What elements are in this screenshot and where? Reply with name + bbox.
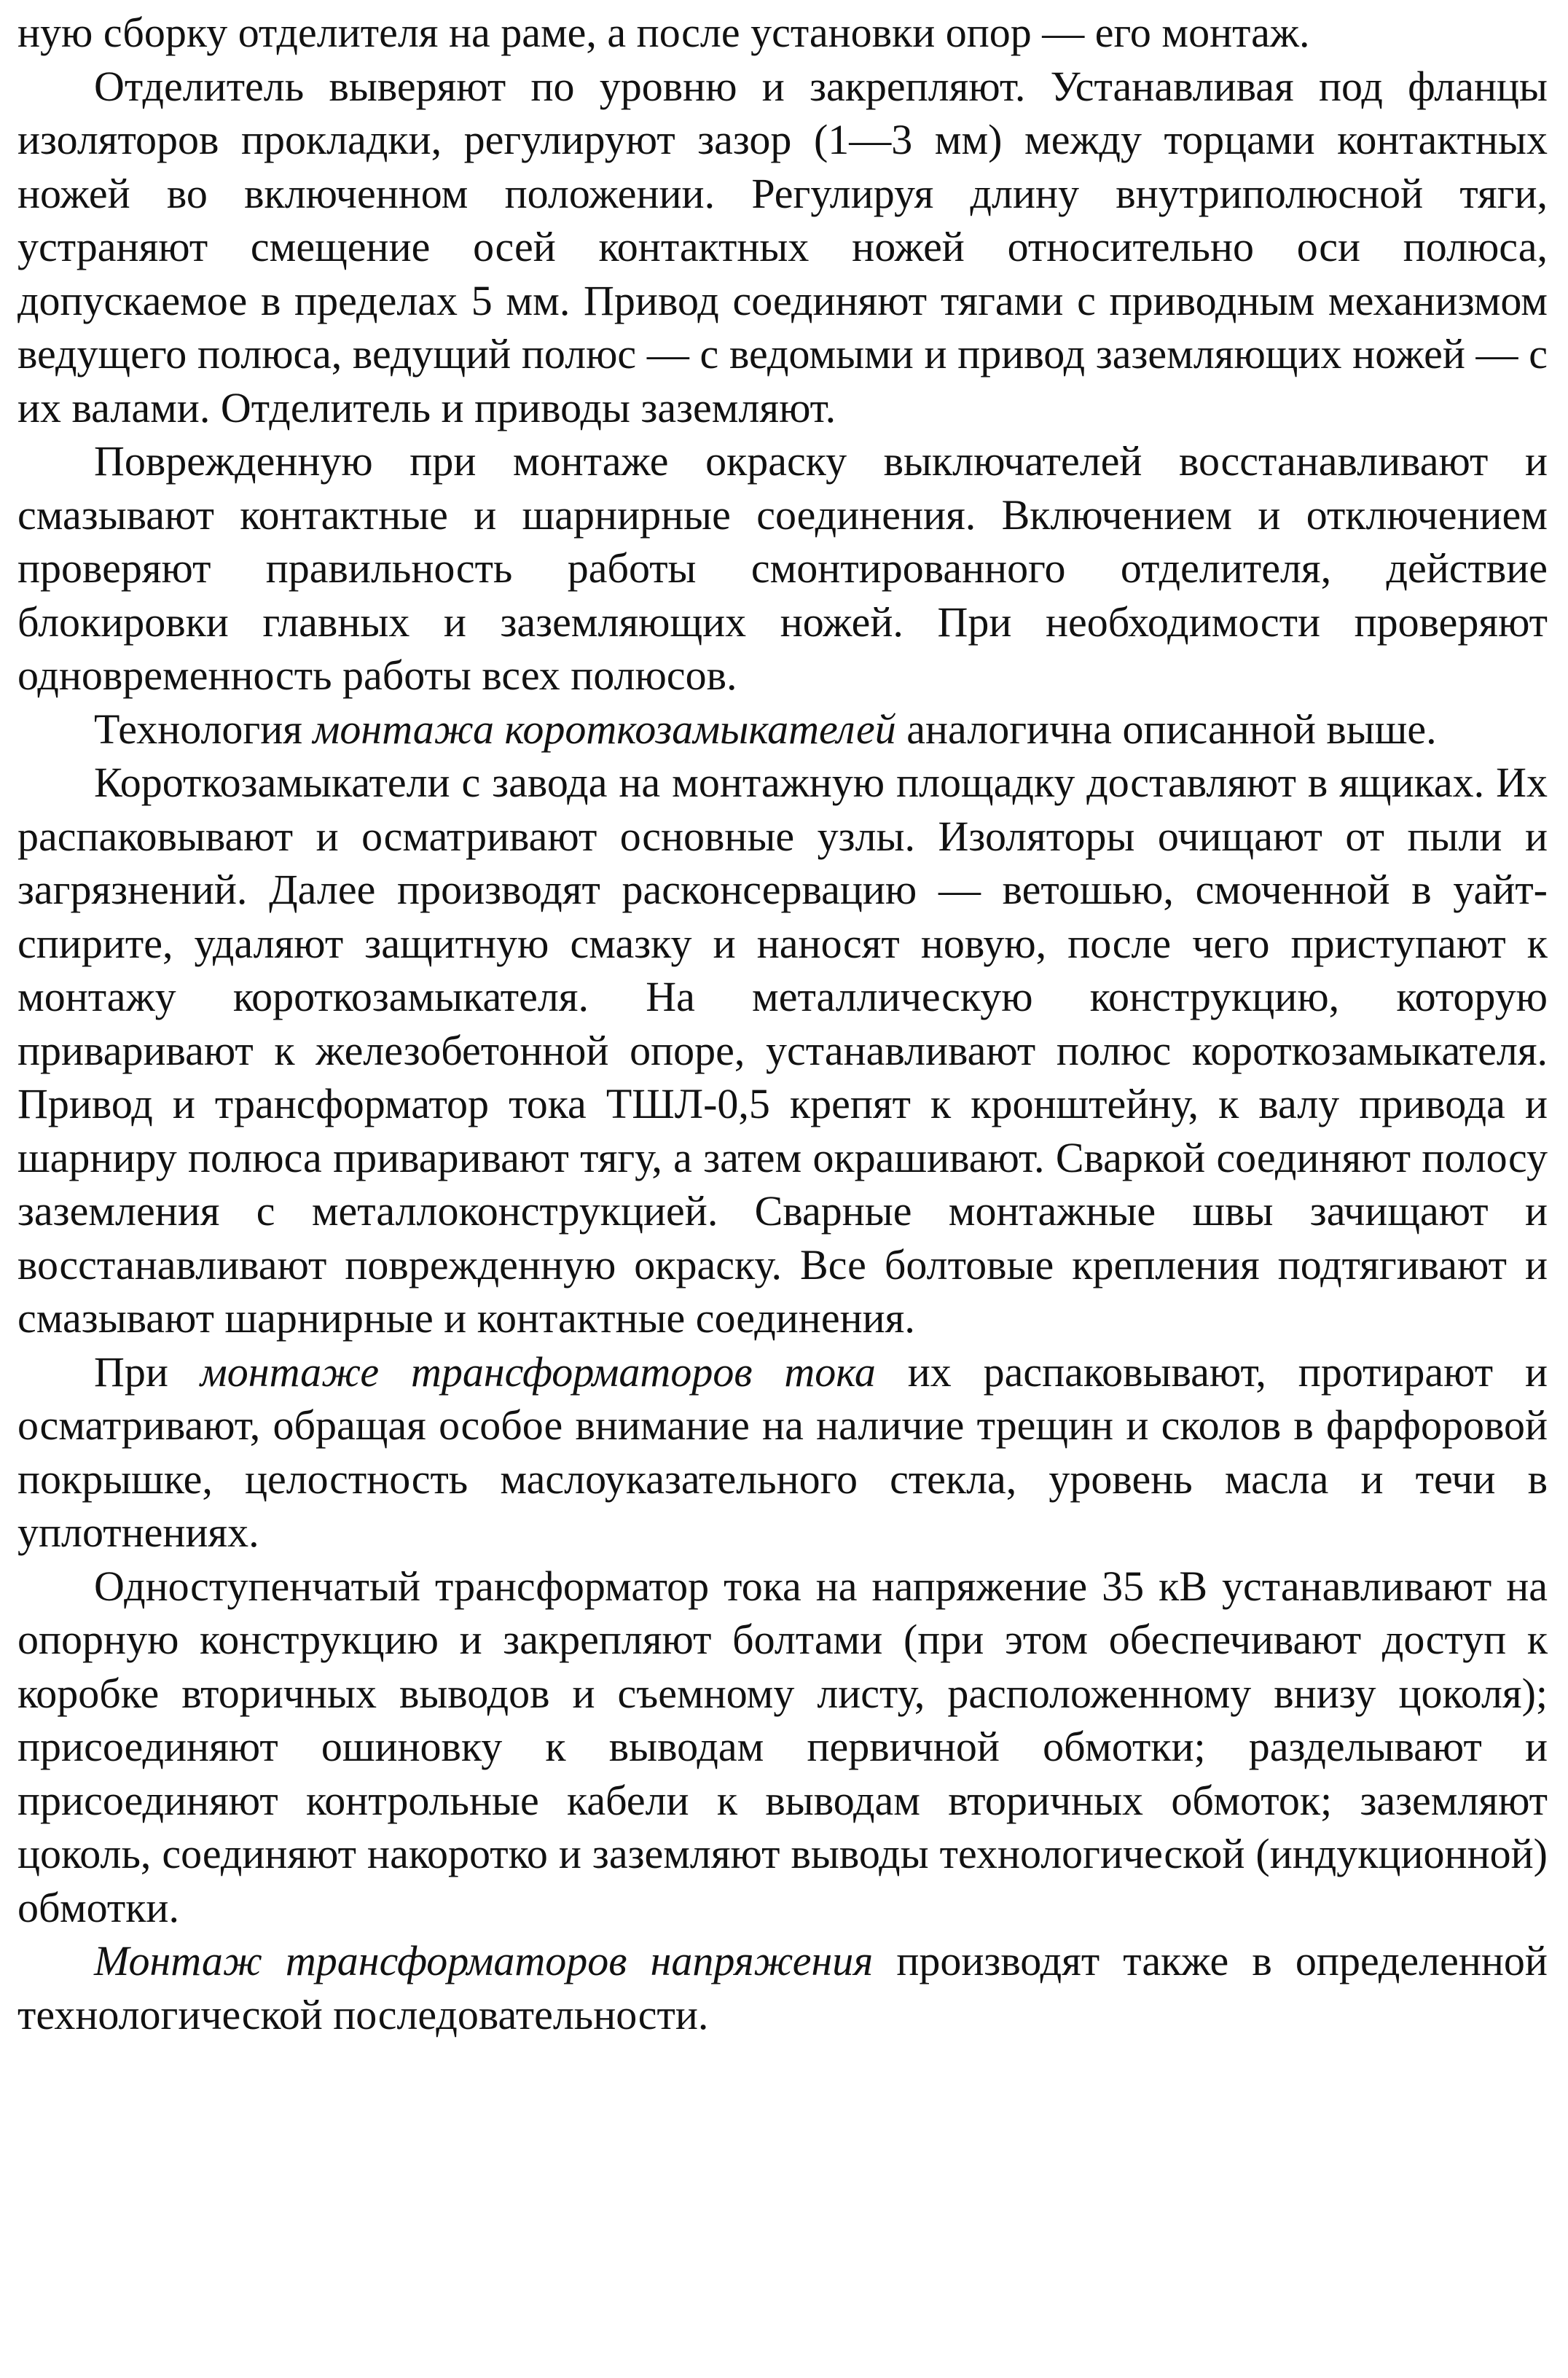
text-run: Короткозамыкатели с завода на монтажную площадку доставляют в ящиках. Их распаковывают и осматривают основные узлы. Изоляторы очищают от пыли и загрязнений. Далее производят расконсервацию — ветошью, смоченной в уайт-спирите, удаляют защитную смазку и наносят новую, после чего приступают к монтажу короткозамыкателя. На металлическую конструкцию, которую приваривают к железобетонной опоре, устанавливают полюс короткозамыкателя. Привод и трансформатор тока ТШЛ-0,5 крепят к кронштейну, к валу привода и шарниру полюса приваривают тягу, а затем окрашивают. Сваркой соединяют полосу заземления с металлоконструкцией. Сварные монтажные швы зачищают и восстанавливают поврежденную окраску. Все болтовые крепления подтягивают и смазывают шарнирные и контактные соединения. bbox=[17, 759, 1548, 1342]
document-page bbox=[17, 6, 1548, 2041]
text-run: Одноступенчатый трансформатор тока на напряжение 35 кВ устанавливают на опорную конструкцию и закрепляют болтами (при этом обеспечивают доступ к коробке вторичных выводов и съемному листу, расположенному внизу цоколя); присоединяют ошиновку к выводам первичной обмотки; разделывают и присоединяют контрольные кабели к выводам вторичных обмоток; заземляют цоколь, соединяют накоротко и заземляют выводы технологической (индукционной) обмотки. bbox=[17, 1562, 1548, 1931]
text-run: Поврежденную при монтаже окраску выключателей восстанавливают и смазывают контактные и шарнирные соединения. Включением и отключением проверяют правильность работы смонтированного отделителя, действие блокировки главных и заземляющих ножей. При необходимости проверяют одновременность работы всех полюсов. bbox=[17, 437, 1548, 699]
text-run: их распаковывают, протирают и осматривают, обращая особое внимание на наличие трещин и сколов в фарфоровой покрышке, целостность маслоуказательного стекла, уровень масла и течи в уплотнениях. bbox=[17, 1348, 1548, 1556]
text-run: ную сборку отделителя на раме, а после установки опор — его монтаж. bbox=[17, 9, 1310, 56]
text-run: аналогична описанной выше. bbox=[895, 705, 1437, 753]
italic-term: монтаже трансформаторов тока bbox=[200, 1348, 876, 1396]
paragraph-separator-alignment bbox=[17, 60, 1548, 435]
italic-term: монтажа короткозамыкателей bbox=[313, 705, 896, 753]
text-run: При bbox=[94, 1348, 200, 1396]
text-run: Технология bbox=[94, 705, 313, 753]
paragraph-single-stage-transformer bbox=[17, 1560, 1548, 1935]
text-run: производят также в определенной технологической последовательности. bbox=[17, 1937, 1548, 2038]
paragraph-current-transformer-inspection bbox=[17, 1345, 1548, 1560]
italic-term: Монтаж трансформаторов напряжения bbox=[94, 1937, 874, 1984]
paragraph-voltage-transformer-mounting bbox=[17, 1934, 1548, 2041]
paragraph-short-circuiter-delivery bbox=[17, 756, 1548, 1345]
paragraph-short-circuiter-technology bbox=[17, 703, 1548, 756]
text-run: Отделитель выверяют по уровню и закрепляют. Устанавливая под фланцы изоляторов прокладки, регулируют зазор (1—3 мм) между торцами контактных ножей во включенном положении. Регулируя длину внутриполюсной тяги, устраняют смещение осей контактных ножей относительно оси полюса, допускаемое в пределах 5 мм. Привод соединяют тягами с приводным механизмом ведущего полюса, ведущий полюс — с ведомыми и привод заземляющих ножей — с их валами. Отделитель и приводы заземляют. bbox=[17, 62, 1548, 431]
paragraph-continuation bbox=[17, 6, 1548, 60]
paragraph-paint-restoration bbox=[17, 434, 1548, 703]
